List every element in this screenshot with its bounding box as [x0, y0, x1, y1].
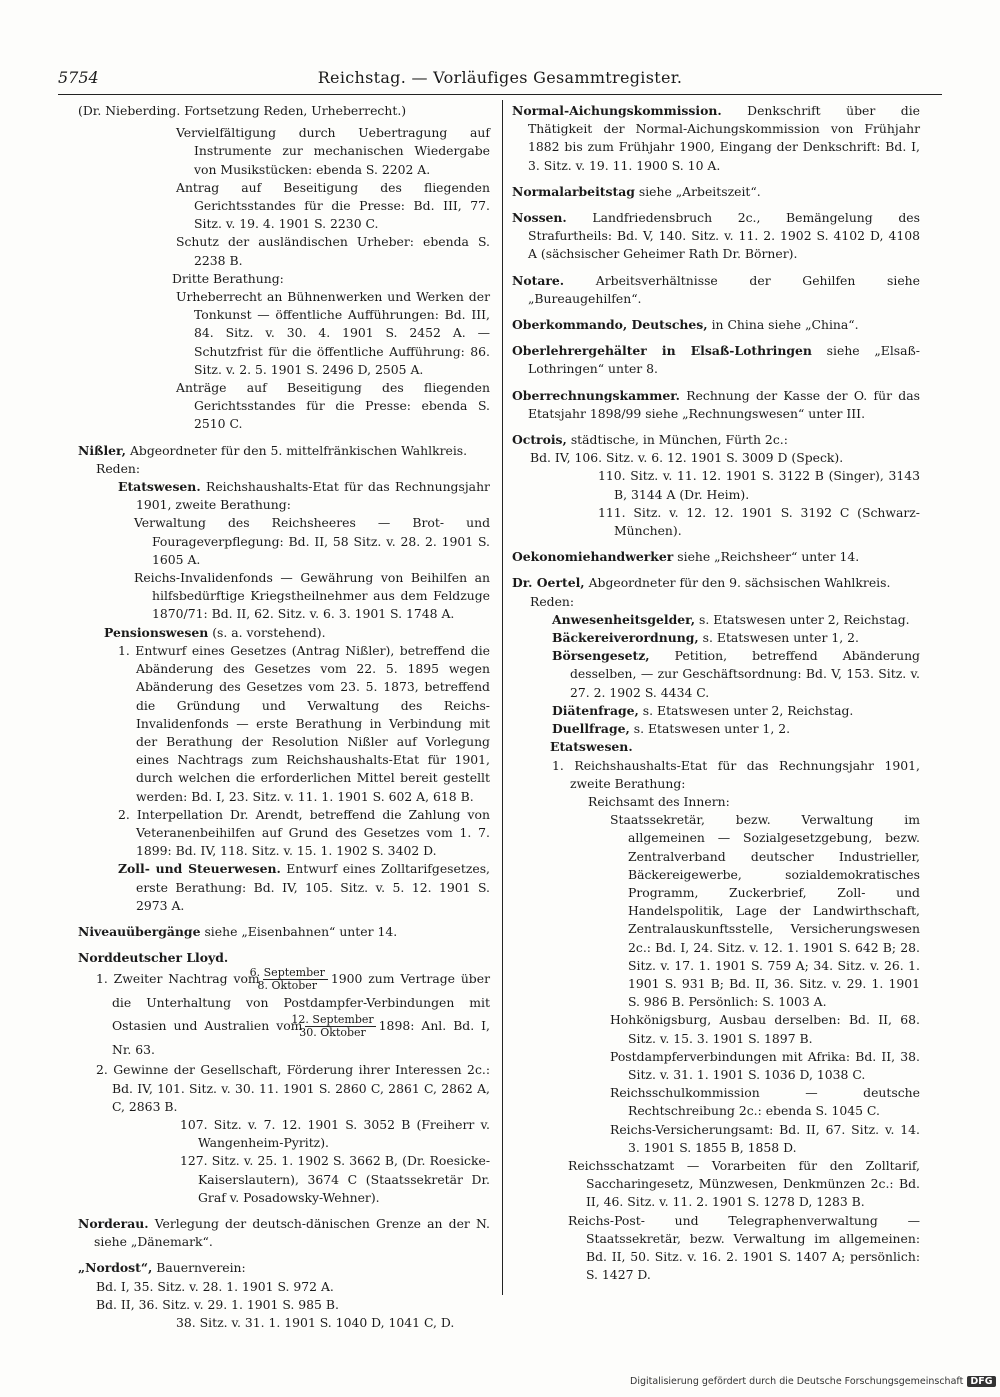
entry-text: siehe „Arbeitszeit“. [638, 183, 761, 199]
entry-text: Entwurf eines Zolltarifgesetzes, erste Berathung: Bd. IV, 105. Sitz. v. 5. 12. 1901 S. 2973 A. [136, 861, 490, 913]
entry-line: Reichs-Invalidenfonds — Gewährung von Beihilfen an hilfsbedürftige Kriegstheilnehmer aus dem Feldzuge 1870/71: Bd. II, 62. Sitz. v. 6. 3. 1901 S. 1748 A. [134, 570, 490, 622]
index-entry [512, 574, 920, 592]
date-fraction [249, 966, 328, 993]
entry-text: Petition, betreffend Abänderung desselben, — zur Geschäftsordnung: Bd. V, 153. Sitz. v. 27. 2. 1902 S. 4434 C. [570, 648, 920, 700]
entry-keyword: Notare. [512, 272, 565, 288]
entry-keyword: Norderau. [78, 1215, 149, 1231]
footer-text: Digitalisierung gefördert durch die Deutsche Forschungsgemeinschaft [630, 1376, 964, 1387]
entry-line: 38. Sitz. v. 31. 1. 1901 S. 1040 D, 1041 C, D. [176, 1314, 455, 1330]
entry-text: (s. a. vorstehend). [212, 624, 326, 640]
entry-keyword: Börsengesetz, [552, 648, 650, 664]
entry-line: Staatssekretär, bezw. Verwaltung im allgemeinen — Sozialgesetzgebung, bezw. Zentralverband deutscher Industrieller, Bäckereigewerbe, sozialdemokratisches Programm, Zuckerbrief, Zoll- und Handelspolitik, Lage der Landwirthschaft, Zentralauskunftsstelle, Versicherungswesen 2c.: Bd. I, 24. Sitz. v. 12. 1. 1901 S. 642 B; 28. Sitz. v. 17. 1. 1901 S. 759 A; 34. Sitz. v. 26. 1. 1901 S. 931 B; Bd. II, 36. Sitz. v. 29. 1. 1901 S. 986 B. Persönlich: S. 1003 A. [610, 812, 920, 1010]
index-entry [78, 923, 490, 941]
index-subentry [78, 624, 490, 642]
entry-keyword: Diätenfrage, [552, 702, 639, 718]
entry-text: s. Etatswesen unter 2, Reichstag. [699, 611, 910, 627]
index-subentry [512, 611, 920, 629]
entry-keyword: Oberrechnungskammer. [512, 387, 680, 403]
entry-line: Reichsschulkommission — deutsche Rechtschreibung 2c.: ebenda S. 1045 C. [610, 1085, 920, 1119]
entry-keyword: Anwesenheitsgelder, [552, 611, 696, 627]
entry-keyword: Octrois, [512, 432, 567, 448]
entry-text: siehe „Eisenbahnen“ unter 14. [204, 923, 398, 939]
entry-keyword: Norddeutscher Lloyd. [78, 950, 229, 966]
fraction-denominator: 8. Oktober [257, 979, 318, 993]
entry-text: siehe „Reichsheer“ unter 14. [677, 549, 860, 565]
entry-keyword: Nossen. [512, 210, 567, 226]
entry-line: 107. Sitz. v. 7. 12. 1901 S. 3052 B (Freiherr v. Wangenheim-Pyritz). [180, 1116, 490, 1151]
entry-text: 1. Zweiter Nachtrag vom [96, 971, 260, 987]
numbered-item [78, 967, 490, 1061]
entry-line: Reichs-Post- und Telegraphenverwaltung — Staatssekretär, bezw. Verwaltung im allgemeinen: Bd. II, 50. Sitz. v. 16. 2. 1901 S. 1407 A; persönlich: S. 1427 D. [568, 1212, 920, 1283]
index-subentry [78, 860, 490, 915]
index-subentry [512, 629, 920, 647]
left-column [78, 102, 490, 1332]
entry-text: s. Etatswesen unter 1, 2. [702, 630, 859, 646]
index-entry [78, 1215, 490, 1251]
index-entry [78, 1259, 490, 1277]
index-subentry [512, 720, 920, 738]
index-entry [512, 342, 920, 378]
entry-text: Denkschrift über die Thätigkeit der Normal-Aichungskommission von Frühjahr 1882 bis zum Frühjahr 1900, Eingang der Denkschrift: Bd. I, 3. Sitz. v. 19. 11. 1900 S. 10 A. [528, 103, 920, 173]
running-title: Reichstag. — Vorläufiges Gesammtregister. [317, 68, 683, 87]
entry-line: Urheberrecht an Bühnenwerken und Werken der Tonkunst — öffentliche Aufführungen: Bd. III, 84. Sitz. v. 30. 4. 1901 S. 2452 A. — Schutzfrist für die öffentliche Aufführung: 86. Sitz. v. 2. 5. 1901 S. 2496 D, 2505 A. [176, 289, 490, 377]
entry-keyword: Duellfrage, [552, 721, 630, 737]
entry-line: Antrag auf Beseitigung des fliegenden Gerichtsstandes für die Presse: Bd. III, 77. Sitz. v. 19. 4. 1901 S. 2230 C. [176, 179, 490, 232]
entry-text: 1900 zum Vertrage über die Unterhaltung von Postdampfer-Verbindungen mit Ostasien und Australien vom [112, 971, 490, 1034]
page-header [58, 62, 942, 90]
numbered-item: 2. Interpellation Dr. Arendt, betreffend die Zahlung von Veteranenbeihilfen auf Grund des Gesetzes vom 1. 7. 1899: Bd. IV, 118. Sitz. v. 15. 1. 1902 S. 3402 D. [118, 806, 490, 859]
entry-text: Abgeordneter für den 9. sächsischen Wahlkreis. [588, 575, 891, 591]
numbered-item: 1. Reichshaushalts-Etat für das Rechnungsjahr 1901, zweite Berathung: [552, 757, 920, 791]
entry-line: Bd. II, 36. Sitz. v. 29. 1. 1901 S. 985 B. [96, 1296, 339, 1312]
entry-line: 127. Sitz. v. 25. 1. 1902 S. 3662 B, (Dr. Roesicke-Kaiserslautern), 3674 C (Staatssekretär Dr. Graf v. Posadowsky-Wehner). [180, 1153, 490, 1205]
entry-text: in China siehe „China“. [711, 317, 859, 333]
index-entry [512, 102, 920, 175]
entry-text: Landfriedensbruch 2c., Bemängelung des Strafurtheils: Bd. V, 140. Sitz. v. 11. 2. 1902 S. 4102 D, 4108 A (sächsischer Geheimer Rath Dr. Börner). [528, 210, 920, 262]
index-entry [512, 316, 920, 334]
entry-line: Vervielfältigung durch Uebertragung auf Instrumente zur mechanischen Wiedergabe von Musikstücken: ebenda S. 2202 A. [176, 125, 490, 177]
entry-text: siehe „Elsaß-Lothringen“ unter 8. [528, 343, 920, 377]
entry-keyword: Normalarbeitstag [512, 183, 635, 199]
fraction-numerator: 12. September [291, 1013, 374, 1027]
index-entry [78, 442, 490, 460]
entry-text: Rechnung der Kasse der O. für das Etatsjahr 1898/99 siehe „Rechnungswesen“ unter III. [528, 387, 920, 421]
index-entry [512, 387, 920, 423]
entry-line: 110. Sitz. v. 11. 12. 1901 S. 3122 B (Singer), 3143 B, 3144 A (Dr. Heim). [598, 468, 920, 502]
numbered-item: 1. Entwurf eines Gesetzes (Antrag Nißler), betreffend die Abänderung des Gesetzes vom 22. 5. 1895 wegen Abänderung des Gesetzes vom 23. 5. 1873, betreffend die Gründung und Verwaltung des Reichs-Invalidenfonds — erste Berathung in Verbindung mit der Berathung der Resolution Nißler auf Vorlegung eines Nachtrags zum Reichshaushalts-Etat für 1901, durch welchen die erforderlichen Mittel bereit gestellt werden: Bd. I, 23. Sitz. v. 11. 1. 1901 S. 602 A, 618 B. [118, 642, 490, 804]
entry-line: Reichs-Versicherungsamt: Bd. II, 67. Sitz. v. 14. 3. 1901 S. 1855 B, 1858 D. [610, 1121, 920, 1155]
entry-text: Arbeitsverhältnisse der Gehilfen siehe „Bureaugehilfen“. [528, 272, 920, 306]
entry-text: Reichshaushalts-Etat für das Rechnungsjahr 1901, zweite Berathung: [136, 479, 490, 513]
index-subentry [512, 702, 920, 720]
fraction-numerator: 6. September [263, 967, 328, 980]
entry-line: 111. Sitz. v. 12. 12. 1901 S. 3192 C (Schwarz-München). [598, 504, 920, 539]
entry-continuation: (Dr. Nieberding. Fortsetzung Reden, Urheberrecht.) [78, 103, 407, 118]
entry-keyword: Zoll- und Steuerwesen. [118, 861, 281, 877]
entry-text: s. Etatswesen unter 2, Reichstag. [642, 702, 854, 718]
entry-line: Reichsschatzamt — Vorarbeiten für den Zolltarif, Saccharingesetz, Münzwesen, Denkmünzen 2c.: Bd. II, 46. Sitz. v. 11. 2. 1901 S. 1278 D, 1283 B. [568, 1157, 920, 1210]
entry-line: Bd. I, 35. Sitz. v. 28. 1. 1901 S. 972 A. [96, 1278, 334, 1294]
column-divider [502, 100, 503, 1295]
entry-text: Bauernverein: [156, 1260, 246, 1276]
entry-text: Abgeordneter für den 5. mittelfränkischen Wahlkreis. [129, 442, 468, 458]
dfg-logo: DFG [967, 1376, 995, 1387]
entry-subheading: Dritte Berathung: [172, 270, 284, 286]
entry-text: s. Etatswesen unter 1, 2. [633, 721, 791, 737]
entry-text: städtische, in München, Fürth 2c.: [570, 432, 788, 448]
entry-line: Hohkönigsburg, Ausbau derselben: Bd. II, 68. Sitz. v. 15. 3. 1901 S. 1897 B. [610, 1012, 920, 1046]
entry-keyword: Etatswesen. [550, 739, 633, 755]
index-subentry [78, 478, 490, 514]
entry-subheading: Reichsamt des Innern: [588, 793, 730, 809]
entry-line: Schutz der ausländischen Urheber: ebenda S. 2238 B. [176, 234, 490, 268]
entry-keyword: Dr. Oertel, [512, 575, 585, 591]
fraction-denominator: 30. Oktober [299, 1026, 366, 1040]
entry-keyword: Etatswesen. [118, 479, 201, 495]
entry-keyword: Oberkommando, Deutsches, [512, 317, 708, 333]
right-column [512, 102, 920, 1284]
index-entry [512, 431, 920, 449]
index-entry [512, 209, 920, 264]
entry-keyword: Nißler, [78, 442, 126, 458]
entry-text: Verlegung der deutsch-dänischen Grenze an der N. siehe „Dänemark“. [94, 1215, 490, 1250]
entry-subheading: Reden: [96, 460, 141, 476]
entry-subheading: Reden: [530, 593, 575, 609]
index-entry [512, 272, 920, 308]
entry-keyword: Oberlehrergehälter in Elsaß-Lothringen [512, 343, 812, 359]
index-entry [512, 183, 920, 201]
page-number: 5754 [58, 68, 99, 87]
numbered-item: 2. Gewinne der Gesellschaft, Förderung ihrer Interessen 2c.: Bd. IV, 101. Sitz. v. 30. 11. 1901 S. 2860 C, 2861 C, 2862 A, C, 2863 B. [96, 1062, 490, 1114]
entry-keyword: Pensionswesen [104, 624, 209, 640]
date-fraction [291, 1013, 375, 1040]
entry-keyword: Bäckereiverordnung, [552, 630, 699, 646]
header-rule [58, 94, 942, 95]
entry-keyword: „Nordost“, [78, 1260, 153, 1276]
entry-line: Anträge auf Beseitigung des fliegenden Gerichtsstandes für die Presse: ebenda S. 2510 C. [176, 380, 490, 432]
entry-line: Verwaltung des Reichsheeres — Brot- und Fourageverpflegung: Bd. II, 58 Sitz. v. 28. 2. 1901 S. 1605 A. [134, 515, 490, 567]
entry-line: Bd. IV, 106. Sitz. v. 6. 12. 1901 S. 3009 D (Speck). [530, 450, 844, 466]
entry-line: Postdampferverbindungen mit Afrika: Bd. II, 38. Sitz. v. 31. 1. 1901 S. 1036 D, 1038 C. [610, 1048, 920, 1082]
digitization-footer [630, 1376, 996, 1387]
entry-keyword: Oekonomiehandwerker [512, 549, 674, 565]
index-subentry [512, 647, 920, 702]
entry-text: 1898: Anl. Bd. I, Nr. 63. [112, 1018, 490, 1058]
index-entry [512, 548, 920, 566]
entry-keyword: Niveauübergänge [78, 923, 201, 939]
entry-keyword: Normal-Aichungskommission. [512, 103, 722, 118]
